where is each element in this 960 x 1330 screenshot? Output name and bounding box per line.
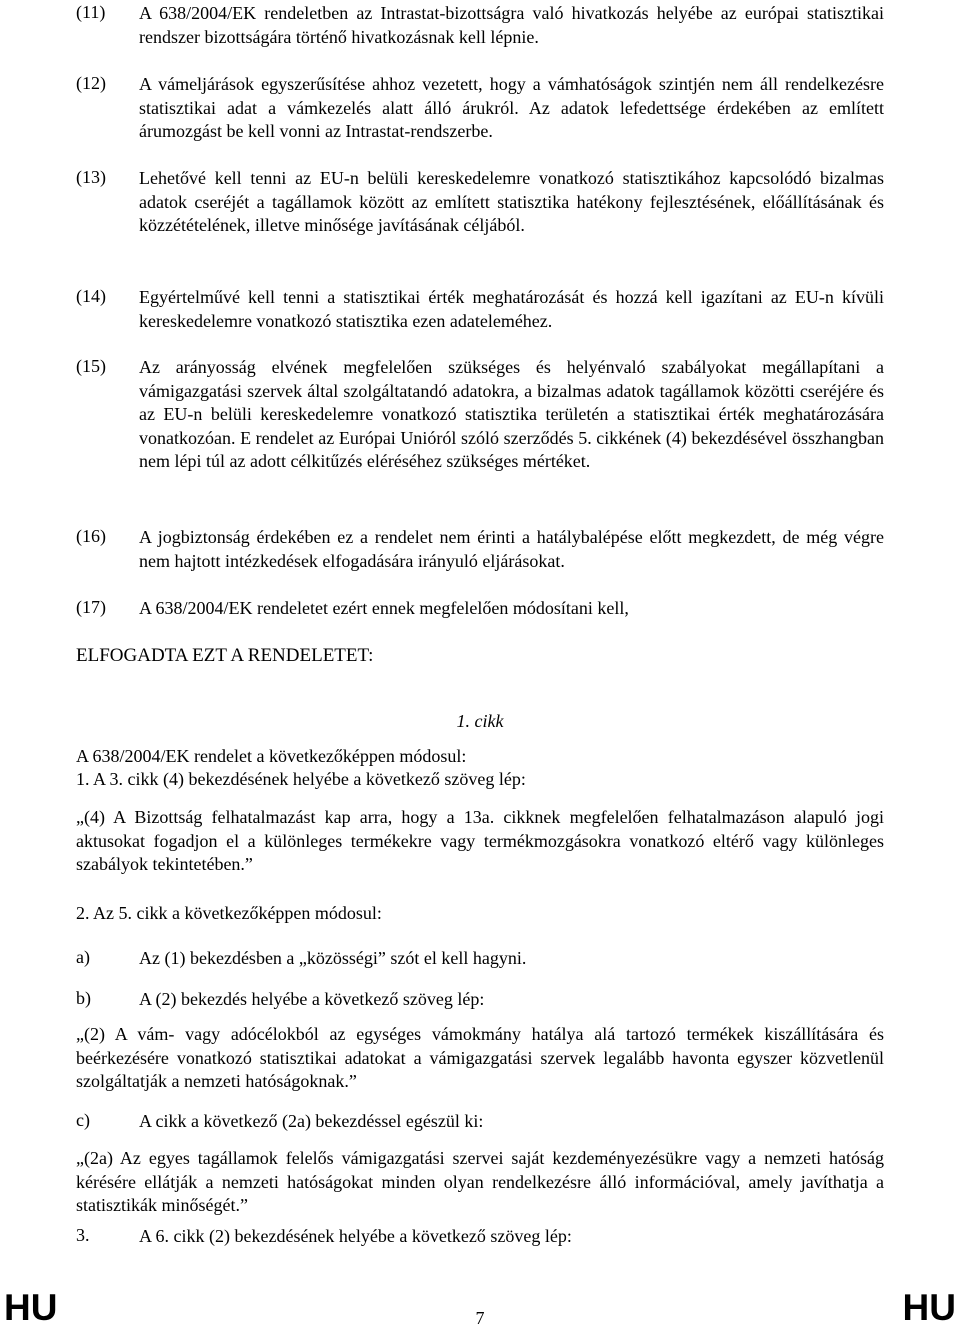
- point-text: A (2) bekezdés helyébe a következő szöveg lép:: [139, 989, 485, 1009]
- point-label: b): [76, 988, 91, 1008]
- quoted-text-3: „(2a) Az egyes tagállamok felelős vámigazgatási szervei saját kezdeményezésükre vagy a nemzeti hatóság kérésére ellátják a nemzeti hatóságokat minden olyan rendelkezésre álló információval, amely javíthatja a statisztikák minőségét.”: [76, 1148, 884, 1215]
- recital-text: Egyértelművé kell tenni a statisztikai érték meghatározását és hozzá kell igazítani az EU-n kívüli kereskedelemre vonatkozó statisztika ezen adateleméhez.: [139, 287, 884, 331]
- recital-number: (13): [76, 167, 106, 187]
- recital-text: A jogbiztonság érdekében ez a rendelet nem érinti a hatálybalépése előtt megkezdett, de még végre nem hajtott intézkedések elfogadására irányuló eljárásokat.: [139, 527, 884, 571]
- recital-text: A 638/2004/EK rendeletben az Intrastat-bizottságra való hivatkozás helyébe az európai statisztikai rendszer bizottságára történő hivatkozásnak kell lépnie.: [139, 3, 884, 47]
- recital-number: (12): [76, 73, 106, 93]
- amendment-item-2: 2. Az 5. cikk a következőképpen módosul:: [76, 903, 382, 923]
- recital-12: [76, 73, 884, 144]
- page-number: 7: [475, 1308, 485, 1328]
- recital-number: (11): [76, 2, 106, 22]
- amendment-item-1: 1. A 3. cikk (4) bekezdésének helyébe a következő szöveg lép:: [76, 769, 526, 789]
- amendment-intro: A 638/2004/EK rendelet a következőképpen módosul:: [76, 746, 467, 766]
- recital-number: (17): [76, 597, 106, 617]
- article-title: 1. cikk: [456, 711, 504, 731]
- recital-11: [76, 2, 884, 49]
- recital-text: A vámeljárások egyszerűsítése ahhoz vezetett, hogy a vámhatóságok szintjén nem áll rendelkezésre statisztikai adat a vámkezelés alatt álló árukról. Az adatok lefedettsége érdekében az említett árumozgást be kell vonni az Intrastat-rendszerbe.: [139, 74, 884, 141]
- point-c: [76, 1110, 884, 1134]
- point-label: c): [76, 1110, 90, 1130]
- point-text: Az (1) bekezdésben a „közösségi” szót el kell hagyni.: [139, 948, 527, 968]
- point-label: 3.: [76, 1225, 90, 1245]
- recital-number: (15): [76, 356, 106, 376]
- point-label: a): [76, 947, 90, 967]
- recital-15: [76, 356, 884, 474]
- recital-16: [76, 526, 884, 573]
- recital-text: A 638/2004/EK rendeletet ezért ennek megfelelően módosítani kell,: [139, 598, 629, 618]
- quoted-text-2: „(2) A vám- vagy adócélokból az egységes vámokmány hatálya alá tartozó termékek kiszállítására és beérkezésére vonatkozó statisztikai adatokat a vámigazgatási szervek legalább havonta egyszer közvetlenül szolgáltatják a nemzeti hatóságoknak.”: [76, 1024, 884, 1091]
- adoption-formula: ELFOGADTA EZT A RENDELETET:: [76, 645, 374, 666]
- language-code-left: HU: [4, 1287, 58, 1328]
- point-b: [76, 988, 884, 1012]
- recital-13: [76, 167, 884, 238]
- quoted-text-1: „(4) A Bizottság felhatalmazást kap arra, hogy a 13a. cikknek megfelelően felhatalmazáson alapuló jogi aktusokat fogadjon el a különleges termékekre vagy termékmozgásokra vonatkozó eltérő vagy különleges szabályok tekintetében.”: [76, 807, 884, 874]
- point-text: A cikk a következő (2a) bekezdéssel egészül ki:: [139, 1111, 484, 1131]
- amendment-item-3: [76, 1225, 884, 1249]
- recital-17: [76, 597, 884, 621]
- recital-text: Lehetővé kell tenni az EU-n belüli kereskedelemre vonatkozó statisztikához kapcsolódó bizalmas adatok cseréjét a tagállamok között az említett statisztika hatékony fejlesztésének, előállításának és közzétételének, illetve minősége javításának céljából.: [139, 168, 884, 235]
- recital-number: (16): [76, 526, 106, 546]
- language-code-right: HU: [902, 1287, 956, 1328]
- recital-14: [76, 286, 884, 333]
- point-a: [76, 947, 884, 971]
- point-text: A 6. cikk (2) bekezdésének helyébe a következő szöveg lép:: [139, 1226, 572, 1246]
- recital-number: (14): [76, 286, 106, 306]
- recital-text: Az arányosság elvének megfelelően szükséges és helyénvaló szabályokat megállapítani a vámigazgatási szervek által szolgáltatandó adatokra, a bizalmas adatok tagállamok közötti cseréjére és az EU-n belüli kereskedelemre vonatkozó statisztika területén a statisztikai érték meghatározására vonatkozóan. E rendelet az Európai Unióról szóló szerződés 5. cikkének (4) bekezdésével összhangban nem lépi túl az adott célkitűzés eléréséhez szükséges mértéket.: [139, 357, 884, 471]
